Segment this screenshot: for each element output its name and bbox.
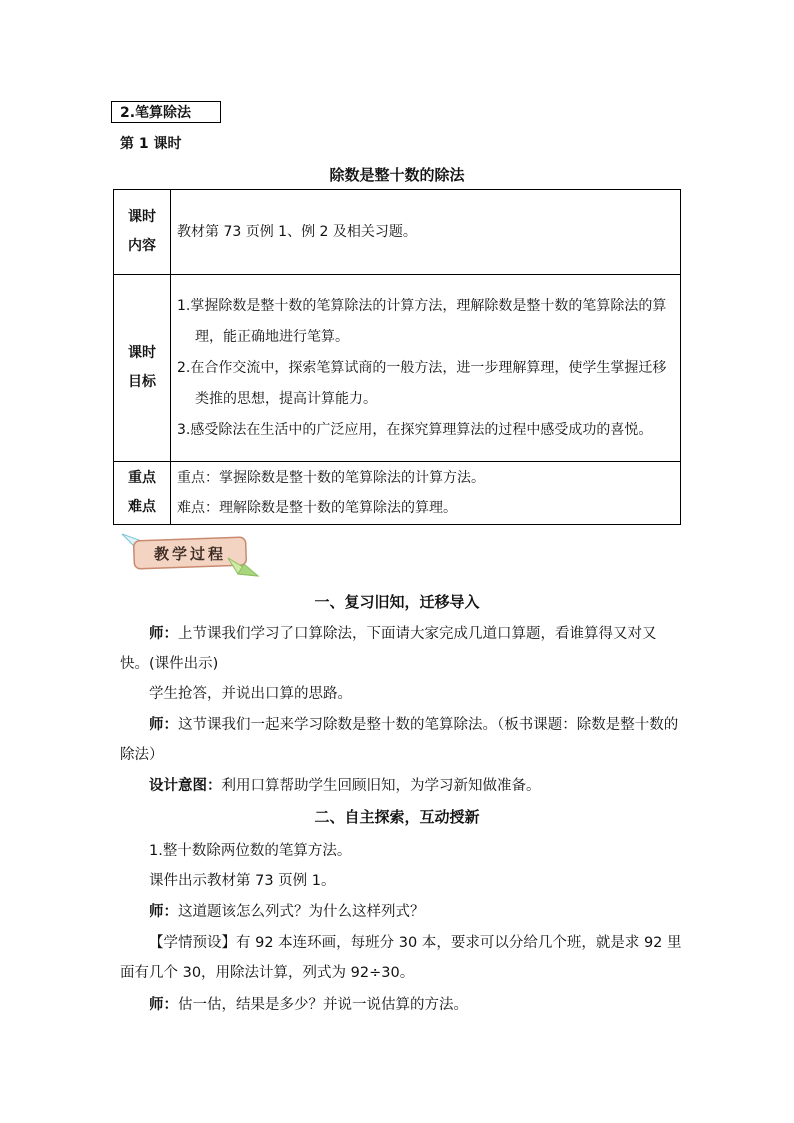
content-text: 教材第 73 页例 1、例 2 及相关习题。 [171,190,681,275]
paragraph: 1.整十数除两位数的笔算方法。 [149,843,352,859]
key-label: 重点 难点 [114,462,171,525]
difficulty-point: 难点：理解除数是整十数的笔算除法的算理。 [177,500,457,516]
section-heading-explore: 二、自主探索，互动授新 [314,808,480,826]
goal-label: 课时 目标 [114,275,171,462]
goals-cell [171,275,681,462]
content-label: 课时 内容 [114,190,171,275]
section-heading: 2.笔算除法 [111,101,221,123]
paragraph: 师：估一估，结果是多少？并说一说估算的方法。 [149,997,468,1013]
lesson-number: 第 1 课时 [120,136,182,152]
paragraph: 课件出示教材第 73 页例 1。 [149,873,336,889]
key-point: 重点：掌握除数是整十数的笔算除法的计算方法。 [177,470,485,486]
paragraph: 【学情预设】有 92 本连环画，每班分 30 本，要求可以分给几个班，就是求 92 里面有几个 30，用除法计算，列式为 92÷30。 [120,935,682,981]
paper-plane-icon [120,530,260,580]
lesson-title: 除数是整十数的除法 [329,166,465,184]
goal-item: 1.掌握除数是整十数的笔算除法的计算方法，理解除数是整十数的笔算除法的算理，能正确地进行笔算。 [177,297,667,345]
paragraph: 学生抢答，并说出口算的思路。 [149,686,352,702]
paragraph: 师：上节课我们学习了口算除法，下面请大家完成几道口算题，看谁算得又对又快。(课件出示) [120,626,657,672]
paragraph: 师：这节课我们一起来学习除数是整十数的笔算除法。（板书课题：除数是整十数的除法） [120,717,679,763]
goal-item: 2.在合作交流中，探索笔算试商的一般方法，进一步理解算理，使学生掌握迁移类推的思想，提高计算能力。 [177,359,667,407]
section-heading-review: 一、复习旧知，迁移导入 [314,593,480,611]
paragraph: 师：这道题该怎么列式？为什么这样列式？ [149,904,425,920]
key-cell [171,462,681,525]
badge-label: 教学过程 [153,545,227,563]
lesson-info-table [113,189,681,525]
goal-item: 3.感受除法在生活中的广泛应用，在探究算理算法的过程中感受成功的喜悦。 [177,421,653,438]
teaching-process-badge [120,530,260,580]
design-intent: 设计意图：利用口算帮助学生回顾旧知，为学习新知做准备。 [149,778,541,794]
